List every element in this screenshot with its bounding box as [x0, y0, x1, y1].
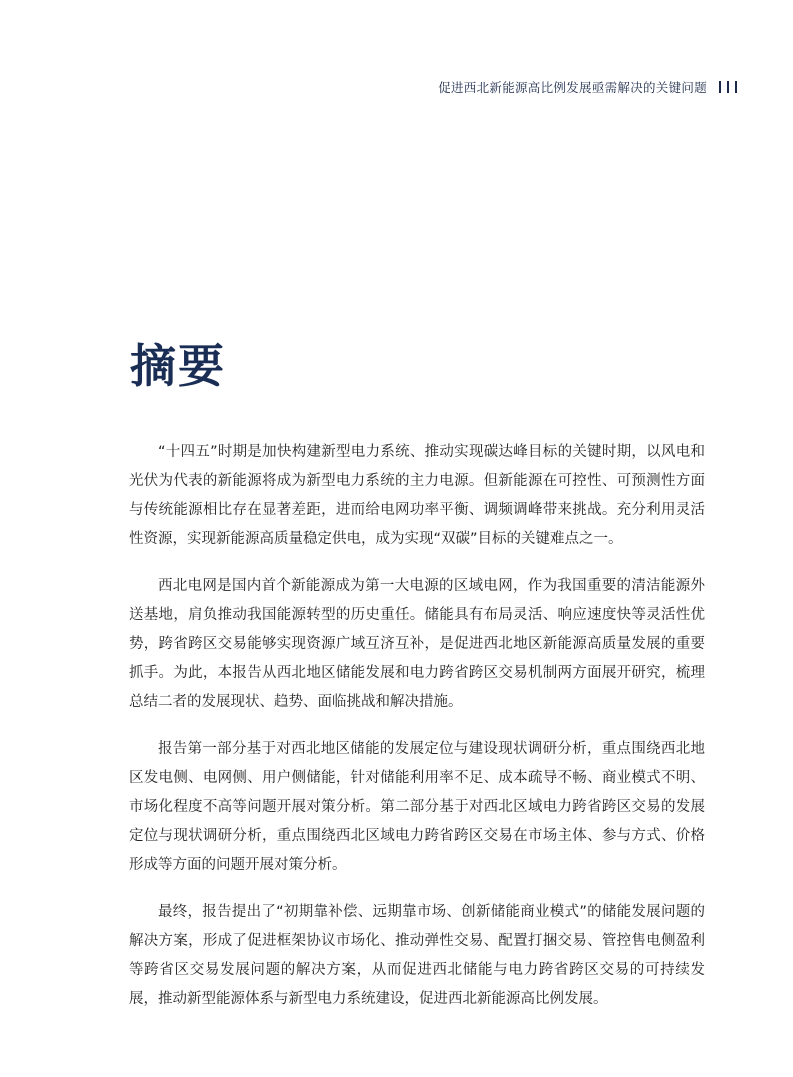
running-header-title: 促进西北新能源高比例发展亟需解决的关键问题: [438, 80, 707, 95]
paragraph: 西北电网是国内首个新能源成为第一大电源的区域电网，作为我国重要的清洁能源外送基地，肩负推动我国能源转型的历史重任。储能具有布局灵活、响应速度快等灵活性优势，跨省跨区交易能够实现资源广域互济互补，是促进西北地区新能源高质量发展的重要抓手。为此，本报告从西北地区储能发展和电力跨省跨区交易机制两方面展开研究，梳理总结二者的发展现状、趋势、面临挑战和解决措施。: [129, 578, 705, 710]
running-header: [438, 78, 737, 96]
abstract-body: [129, 438, 705, 1032]
paragraph: “十四五”时期是加快构建新型电力系统、推动实现碳达峰目标的关键时期，以风电和光伏为代表的新能源将成为新型电力系统的主力电源。但新能源在可控性、可预测性方面与传统能源相比存在显著差距，进而给电网功率平衡、调频调峰带来挑战。充分利用灵活性资源，实现新能源高质量稳定供电，成为实现“双碳”目标的关键难点之一。: [129, 444, 705, 547]
page-marker-bars: [719, 81, 737, 93]
paragraph: 报告第一部分基于对西北地区储能的发展定位与建设现状调研分析，重点围绕西北地区发电侧、电网侧、用户侧储能，针对储能利用率不足、成本疏导不畅、商业模式不明、市场化程度不高等问题开展对策分析。第二部分基于对西北区域电力跨省跨区交易的发展定位与现状调研分析，重点围绕西北区域电力跨省跨区交易在市场主体、参与方式、价格形成等方面的问题开展对策分析。: [129, 741, 705, 873]
page-marker-bar: [719, 81, 721, 93]
page-marker-bar: [727, 81, 729, 93]
section-title: 摘要: [130, 339, 226, 393]
paragraph: 最终，报告提出了“初期靠补偿、远期靠市场、创新储能商业模式”的储能发展问题的解决方案，形成了促进框架协议市场化、推动弹性交易、配置打捆交易、管控售电侧盈利等跨省区交易发展问题的解决方案，从而促进西北储能与电力跨省跨区交易的可持续发展，推动新型能源体系与新型电力系统建设，促进西北新能源高比例发展。: [129, 904, 705, 1007]
page-marker-bar: [735, 81, 737, 93]
